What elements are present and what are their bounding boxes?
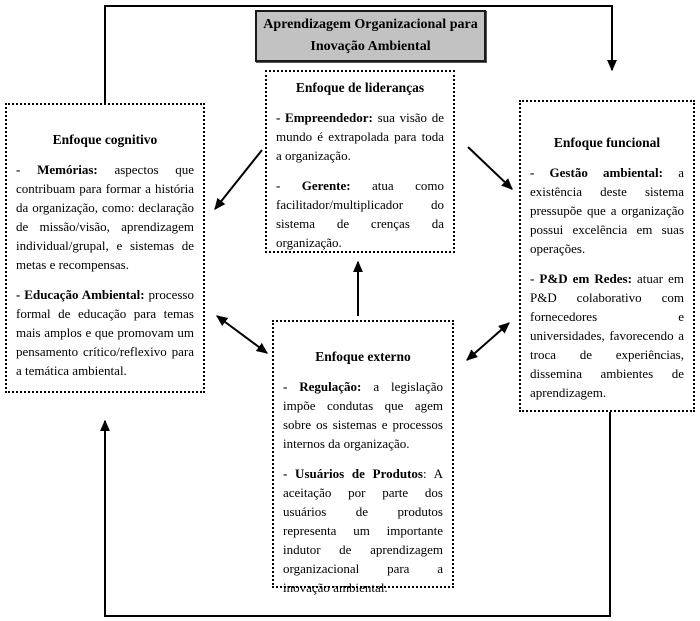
title-box-label: Aprendizagem Organizacional para Inovação Ambiental bbox=[263, 17, 478, 54]
paragraph-text: aspectos que contribuam para formar a história da organização, como: declaração de missão/visão, aprendizagem individual/grupal, e sistemas de metas e recompensas. bbox=[16, 161, 195, 272]
paragraph-text: processo formal de educação para temas mais amplos e que promovam um pensamento crítico/reflexivo para a temática ambiental. bbox=[16, 286, 194, 378]
paragraph bbox=[16, 286, 194, 381]
paragraph bbox=[283, 378, 443, 454]
paragraph-lead: - Empreendedor: bbox=[276, 109, 373, 125]
paragraph-text: a legislação impõe condutas que agem sobre os sistemas e processos internos da organização. bbox=[283, 378, 443, 451]
box-title-funcional: Enfoque funcional bbox=[553, 135, 661, 150]
paragraph-lead: - Gerente: bbox=[276, 177, 351, 193]
box-enfoque-funcional bbox=[519, 100, 695, 412]
paragraph-lead: - Regulação: bbox=[283, 378, 362, 394]
paragraph-lead: - Gestão ambiental: bbox=[530, 164, 663, 180]
paragraph bbox=[530, 270, 684, 403]
title-box bbox=[255, 10, 486, 62]
paragraph-lead: - Memórias: bbox=[16, 161, 98, 177]
box-title-liderancas: Enfoque de lideranças bbox=[295, 80, 425, 95]
box-enfoque-liderancas bbox=[265, 70, 455, 253]
arrow-cognitive-external-double bbox=[217, 316, 267, 353]
paragraph-lead: - Usuários de Produtos bbox=[283, 465, 423, 481]
box-title-cognitivo: Enfoque cognitivo bbox=[52, 132, 158, 147]
paragraph-text: atuar em P&D colaborativo com fornecedores e universidades, favorecendo a troca de experiências, dissemina ambientes de aprendizagem. bbox=[530, 270, 684, 400]
paragraph bbox=[276, 177, 444, 253]
paragraph-text: atua como facilitador/multiplicador do sistema de crenças da organização. bbox=[276, 177, 444, 250]
paragraph bbox=[16, 161, 194, 275]
arrow-leadership-to-functional bbox=[468, 147, 512, 189]
box-enfoque-externo bbox=[272, 320, 454, 595]
arrow-external-functional-double bbox=[467, 323, 509, 360]
box-title-externo: Enfoque externo bbox=[315, 349, 411, 364]
paragraph-text: a existência deste sistema pressupõe que a organização possui excelência em suas operações. bbox=[530, 164, 684, 256]
arrow-leadership-to-cognitive bbox=[215, 150, 262, 209]
paragraph-text: sua visão de mundo é extrapolada para toda a organização. bbox=[276, 109, 444, 163]
paragraph-lead: - P&D em Redes: bbox=[530, 270, 632, 286]
paragraph bbox=[530, 164, 684, 259]
paragraph bbox=[276, 109, 444, 166]
box-enfoque-cognitivo bbox=[5, 103, 205, 393]
paragraph-text: : A aceitação por parte dos usuários de produtos representa um importante indutor de aprendizagem organizacional para a inovação ambiental. bbox=[283, 465, 443, 595]
paragraph-lead: - Educação Ambiental: bbox=[16, 286, 145, 302]
paragraph bbox=[283, 465, 443, 598]
